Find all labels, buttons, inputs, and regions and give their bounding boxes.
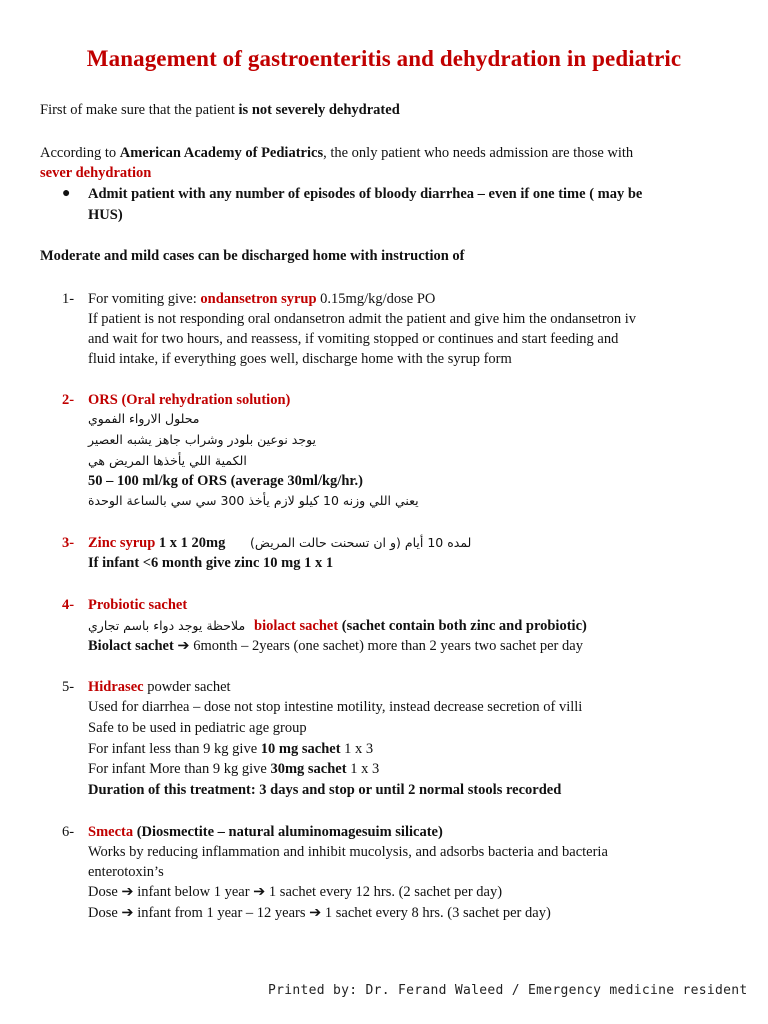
item-2-arabic-4: يعني اللي وزنه 10 كيلو لازم يأخذ 300 سي سي بالساعة الوحدة <box>88 493 419 508</box>
item-4-line-3 <box>88 636 583 656</box>
item-3-arabic: لمده 10 أيام (و ان تسحنت حالت المريض) <box>250 535 472 550</box>
right-arrow-icon: ➔ <box>173 638 194 654</box>
item-3-drug: Zinc syrup <box>88 535 156 551</box>
item-1-text: For vomiting give: <box>88 291 201 307</box>
item-1-number: 1- <box>62 291 75 307</box>
intro-text: First of make sure that the patient <box>40 102 239 118</box>
item-6-per-day: (2 sachet per day) <box>398 884 503 900</box>
intro-line-1 <box>40 100 400 120</box>
item-4-dosing: 6month – 2years (one sachet) more than 2 years two sachet per day <box>193 638 583 654</box>
item-2-heading: ORS (Oral rehydration solution) <box>88 392 291 408</box>
item-5-dose: 10 mg sachet <box>260 741 341 757</box>
item-6-number: 6- <box>62 824 75 840</box>
item-6-per-day: 1 sachet every 8 hrs. (3 sachet per day) <box>324 905 551 921</box>
item-6-dose-text: Dose ➔ infant from 1 year – 12 years ➔ <box>88 905 325 921</box>
item-5-freq: 1 x 3 <box>346 761 380 777</box>
intro-line-2 <box>40 143 633 163</box>
item-2-number: 2- <box>62 392 75 408</box>
item-1-line-4: fluid intake, if everything goes well, discharge home with the syrup form <box>88 351 512 367</box>
intro-text: , the only patient who needs admission are those with <box>323 145 634 161</box>
item-2-arabic-3: الكمية اللي يأخذها المريض هي <box>88 453 247 468</box>
item-2-arabic-2: يوجد نوعين بلودر وشراب جاهز يشبه العصير <box>88 432 317 447</box>
item-6-heading <box>88 822 443 842</box>
item-5-text: For infant More than 9 kg give <box>88 761 271 777</box>
item-3-number: 3- <box>62 535 75 551</box>
item-5-line-6: Duration of this treatment: 3 days and stop or until 2 normal stools recorded <box>88 782 562 798</box>
item-4-product: Biolact sachet <box>88 638 174 654</box>
item-6-drug: Smecta <box>88 824 134 840</box>
sever-dehydration-label: sever dehydration <box>40 165 152 181</box>
item-1-dose: 0.15mg/kg/dose PO <box>316 291 436 307</box>
item-5-heading <box>88 677 231 697</box>
intro-org: American Academy of Pediatrics <box>119 145 324 161</box>
discharge-heading: Moderate and mild cases can be discharged home with instruction of <box>40 248 465 264</box>
item-4-number: 4- <box>62 597 75 613</box>
item-5-line-2: Used for diarrhea – dose not stop intestine motility, instead decrease secretion of villi <box>88 699 583 715</box>
bullet-text-line-2: HUS) <box>88 207 123 223</box>
item-5-line-3: Safe to be used in pediatric age group <box>88 720 307 736</box>
item-5-text: For infant less than 9 kg give <box>88 741 261 757</box>
item-1-line-3: and wait for two hours, and reassess, if vomiting stopped or continues and start feeding and <box>88 331 619 347</box>
item-5-form: powder sachet <box>143 679 231 695</box>
item-4-drug: biolact sachet <box>254 618 339 634</box>
bullet-dot-icon: ● <box>62 186 71 201</box>
item-5-number: 5- <box>62 679 75 695</box>
item-5-freq: 1 x 3 <box>340 741 374 757</box>
item-5-line-5 <box>88 759 379 779</box>
item-1-line-2: If patient is not responding oral ondansetron admit the patient and give him the ondansetron iv <box>88 311 637 327</box>
printed-by-footer: Printed by: Dr. Ferand Waleed / Emergency medicine resident <box>268 983 748 998</box>
item-1-line-1 <box>88 289 435 309</box>
item-3-dose: 1 x 1 20mg <box>155 535 226 551</box>
bullet-text-line-1: Admit patient with any number of episodes of bloody diarrhea – even if one time ( may be <box>88 186 643 202</box>
item-3-line-2: If infant <6 month give zinc 10 mg 1 x 1 <box>88 555 334 571</box>
item-4-heading: Probiotic sachet <box>88 597 188 613</box>
item-5-drug: Hidrasec <box>88 679 144 695</box>
item-4-note: (sachet contain both zinc and probiotic) <box>338 618 587 634</box>
item-6-line-3: enterotoxin’s <box>88 864 164 880</box>
item-2-dose: 50 – 100 ml/kg of ORS (average 30ml/kg/hr.) <box>88 473 363 489</box>
page-title: Management of gastroenteritis and dehydration in pediatric <box>86 46 682 71</box>
item-6-line-5 <box>88 903 551 923</box>
item-5-dose: 30mg sachet <box>270 761 347 777</box>
intro-emphasis: is not severely dehydrated <box>238 102 400 118</box>
item-2-arabic-1: محلول الارواء الفموي <box>88 411 200 426</box>
item-6-line-2: Works by reducing inflammation and inhibit mucolysis, and adsorbs bacteria and bacteria <box>88 844 608 860</box>
item-3-line-1 <box>88 533 225 553</box>
item-1-drug: ondansetron syrup <box>200 291 317 307</box>
item-4-line-2 <box>254 616 587 636</box>
item-5-line-4 <box>88 739 373 759</box>
item-6-line-4 <box>88 882 502 902</box>
item-6-desc: (Diosmectite – natural aluminomagesuim silicate) <box>133 824 443 840</box>
item-4-arabic: ملاحظة يوجد دواء باسم تجاري <box>88 618 246 633</box>
intro-text: According to <box>40 145 120 161</box>
item-6-dose-text: Dose ➔ infant below 1 year ➔ 1 sachet every 12 hrs. <box>88 884 399 900</box>
